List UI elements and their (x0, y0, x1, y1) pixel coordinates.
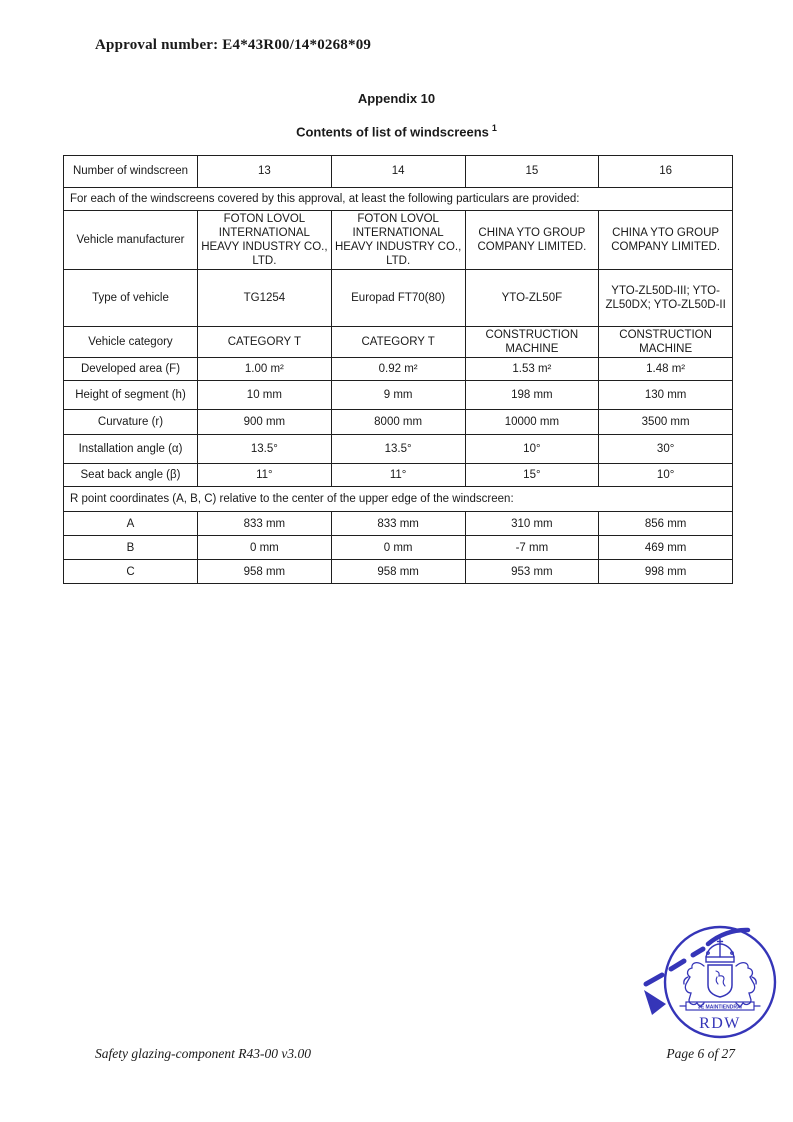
table-row-developed-area (64, 358, 733, 381)
table-cell: YTO-ZL50F (465, 270, 599, 327)
table-cell: 310 mm (465, 512, 599, 536)
footer-page-number: Page 6 of 27 (666, 1046, 735, 1061)
provision-note: For each of the windscreens covered by this approval, at least the following particulars are provided: (64, 188, 733, 211)
table-cell: CONSTRUCTION MACHINE (599, 327, 733, 358)
table-cell: 9 mm (331, 381, 465, 410)
r-point-note: R point coordinates (A, B, C) relative to the center of the upper edge of the windscreen: (64, 487, 733, 512)
table-cell: 900 mm (198, 410, 332, 435)
row-label: Installation angle (α) (64, 435, 198, 464)
table-cell: FOTON LOVOL INTERNATIONAL HEAVY INDUSTRY CO., LTD. (331, 211, 465, 270)
table-cell: 998 mm (599, 560, 733, 584)
table-cell: 198 mm (465, 381, 599, 410)
table-cell: FOTON LOVOL INTERNATIONAL HEAVY INDUSTRY CO., LTD. (198, 211, 332, 270)
table-cell: 469 mm (599, 536, 733, 560)
table-cell: 0 mm (198, 536, 332, 560)
table-cell: Europad FT70(80) (331, 270, 465, 327)
table-cell: CHINA YTO GROUP COMPANY LIMITED. (599, 211, 733, 270)
table-cell: 0.92 m² (331, 358, 465, 381)
table-cell: CHINA YTO GROUP COMPANY LIMITED. (465, 211, 599, 270)
table-cell: 10 mm (198, 381, 332, 410)
footer-document-id: Safety glazing-component R43-00 v3.00 (95, 1046, 311, 1061)
row-label: Curvature (r) (64, 410, 198, 435)
table-cell: -7 mm (465, 536, 599, 560)
table-cell: CONSTRUCTION MACHINE (465, 327, 599, 358)
row-label: B (64, 536, 198, 560)
row-label: A (64, 512, 198, 536)
table-row-number-of-windscreen (64, 156, 733, 188)
table-cell: 958 mm (331, 560, 465, 584)
table-cell: 16 (599, 156, 733, 188)
table-cell: 15° (465, 464, 599, 487)
table-row-seat-back-angle (64, 464, 733, 487)
table-cell: 130 mm (599, 381, 733, 410)
table-row-type-of-vehicle (64, 270, 733, 327)
stamp-organization: RDW (699, 1015, 741, 1032)
table-cell: CATEGORY T (198, 327, 332, 358)
table-cell: 13.5° (198, 435, 332, 464)
table-cell: 30° (599, 435, 733, 464)
table-row-coordinate-b (64, 536, 733, 560)
row-label: Height of segment (h) (64, 381, 198, 410)
table-cell: TG1254 (198, 270, 332, 327)
table-cell: 3500 mm (599, 410, 733, 435)
table-row-vehicle-manufacturer (64, 211, 733, 270)
table-cell: 13 (198, 156, 332, 188)
table-cell: CATEGORY T (331, 327, 465, 358)
row-label: C (64, 560, 198, 584)
table-cell: 11° (331, 464, 465, 487)
row-label: Vehicle manufacturer (64, 211, 198, 270)
table-cell: YTO-ZL50D-III; YTO-ZL50DX; YTO-ZL50D-II (599, 270, 733, 327)
contents-title (0, 123, 793, 139)
table-cell: 953 mm (465, 560, 599, 584)
contents-title-text: Contents of list of windscreens (296, 124, 489, 140)
windscreen-table (63, 155, 733, 584)
table-row-coordinate-a (64, 512, 733, 536)
table-cell: 11° (198, 464, 332, 487)
approval-number: Approval number: E4*43R00/14*0268*09 (95, 37, 372, 53)
row-label: Vehicle category (64, 327, 198, 358)
table-cell: 15 (465, 156, 599, 188)
table-row-curvature (64, 410, 733, 435)
rdw-stamp-icon (638, 916, 793, 1048)
table-cell: 14 (331, 156, 465, 188)
table-row-rpoint-note (64, 487, 733, 512)
table-cell: 13.5° (331, 435, 465, 464)
table-cell: 958 mm (198, 560, 332, 584)
table-row-height-of-segment (64, 381, 733, 410)
table-cell: 1.53 m² (465, 358, 599, 381)
table-cell: 833 mm (331, 512, 465, 536)
table-row-provision-note (64, 188, 733, 211)
row-label: Type of vehicle (64, 270, 198, 327)
table-cell: 833 mm (198, 512, 332, 536)
table-cell: 10° (599, 464, 733, 487)
stamp-motto: JE MAINTIENDRAI (698, 1004, 742, 1011)
row-label: Seat back angle (β) (64, 464, 198, 487)
rdw-approval-stamp (638, 916, 793, 1048)
row-label: Developed area (F) (64, 358, 198, 381)
table-cell: 0 mm (331, 536, 465, 560)
table-cell: 856 mm (599, 512, 733, 536)
table-row-vehicle-category (64, 327, 733, 358)
appendix-title: Appendix 10 (357, 91, 436, 106)
footnote-marker: 1 (491, 123, 497, 133)
table-cell: 10000 mm (465, 410, 599, 435)
table-cell: 1.00 m² (198, 358, 332, 381)
table-row-installation-angle (64, 435, 733, 464)
table-cell: 1.48 m² (599, 358, 733, 381)
table-cell: 8000 mm (331, 410, 465, 435)
row-label: Number of windscreen (64, 156, 198, 188)
table-row-coordinate-c (64, 560, 733, 584)
table-cell: 10° (465, 435, 599, 464)
